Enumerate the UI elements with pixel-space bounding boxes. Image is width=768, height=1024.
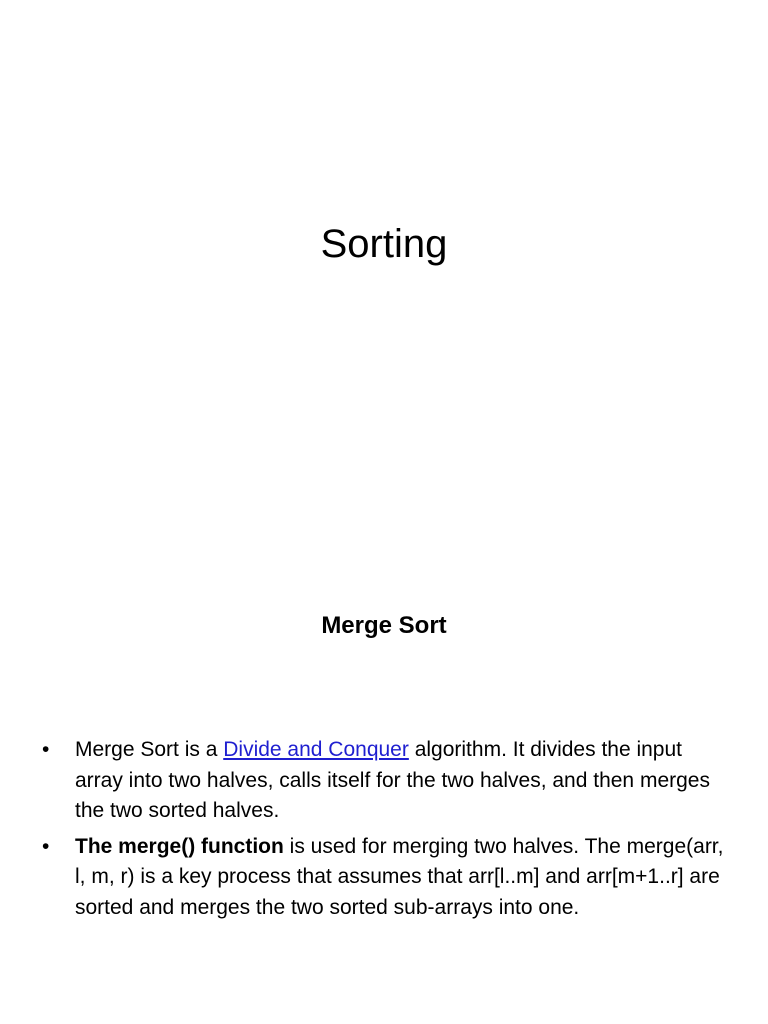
section-heading: Merge Sort [321,612,447,639]
slide-title: Sorting [320,222,448,266]
bullet-icon: • [42,738,50,761]
bullet-item-merge-sort-intro [40,735,730,827]
bullet-bold-lead: The merge() function [75,834,284,858]
bullet-text-after-link: algorithm. It divides the input array into two halves, calls itself for the two halves, and then merges the two sorted halves. [75,738,710,822]
bullet-list [40,735,730,928]
bullet-text-after-bold: is used for merging two halves. The merge(arr, l, m, r) is a key process that assumes that arr[l..m] and arr[m+1..r] are sorted and merges the two sorted sub-arrays into one. [75,834,724,919]
bullet-text-before-link: Merge Sort is a [75,738,224,761]
bullet-icon: • [42,834,50,858]
divide-and-conquer-link[interactable]: Divide and Conquer [223,738,409,761]
bullet-item-merge-function [40,832,730,924]
